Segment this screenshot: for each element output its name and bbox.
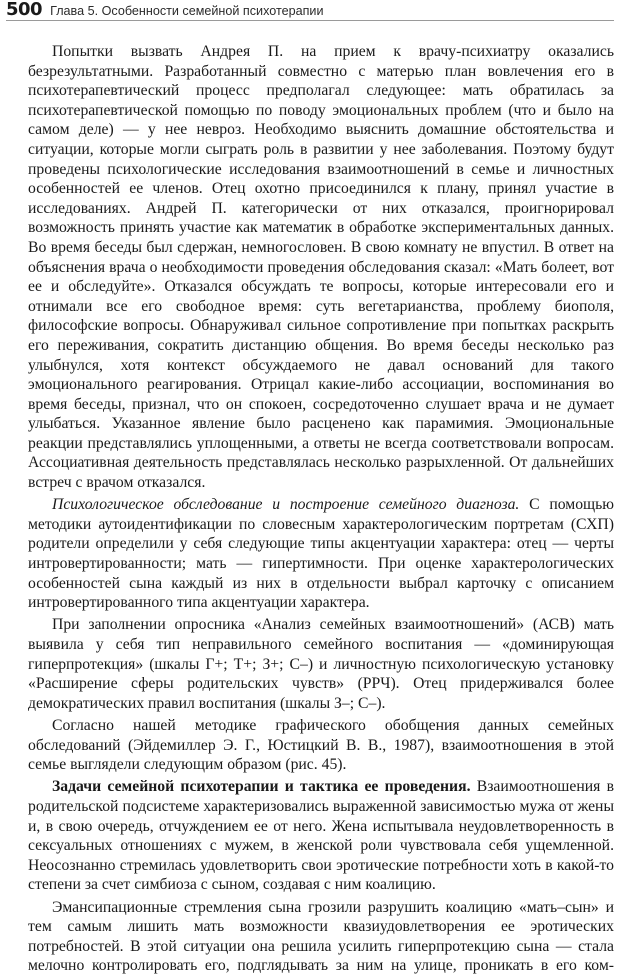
paragraph-text: Эмансипационные стремления сына грозили разрушить коалицию «мать–сын» и тем самым лишить мать возможности квазиудовлетворения ее эротических потребностей. В этой ситуации она решила усилить гиперпротекцию сына — стала мелочно контролировать его, подглядывать за ним на улице, проникать в его ком- bbox=[28, 898, 614, 975]
paragraph-emancipation bbox=[28, 898, 614, 976]
paragraph-text: Взаимоотношения в родительской подсистеме характеризовались выраженной зависимостью мужа от жены и, в свою очередь, отчуждением ее от него. Жена испытывала неудовлетворенность в сексуальных отношениях с мужем, в женской роли чувствовала себя ущемленной. Неосознанно стремилась удовлетворить свои эротические потребности хоть в какой-то степени за счет симбиоза с сыном, создавая с ним коалицию. bbox=[28, 778, 615, 894]
paragraph-text: С помощью методики аутоидентификации по словесным характерологическим портретам (СХП) родители определили у себя следующие типы акцентуации характера: отец — черты интровертированности; мать — гипертимности. При оценке характерологических особенностей сына каждый из них в отдельности выбрал карточку с описанием интровертированного типа акцентуации характера. bbox=[28, 496, 614, 612]
paragraph-andrey-refusal bbox=[28, 42, 614, 493]
paragraph-text: Попытки вызвать Андрея П. на прием к врачу-психиатру оказались безрезультатными. Разработанный совместно с матерью план вовлечения его в психотерапевтический процесс предполагал следующее: мать обратилась за психотерапевтической помощью по поводу эмоциональных проблем (что и было на самом деле) — у нее невроз. Необходимо выяснить домашние обстоятельства и ситуации, которые могли сыграть роль в развитии у нее заболевания. Поэтому будут проведены психологические исследования взаимоотношений в семье и личностных особенностей ее членов. Отец охотно присоединился к плану, принял участие в исследованиях. Андрей П. категорически от них отказался, проигнорировал возможность принять участие как математик в обработке экспериментальных данных. Во время беседы был сдержан, немногословен. В свою комнату не впустил. В ответ на объяснения врача о необходимости проведения обследования сказал: «Мать болеет, вот ее и обследуйте». Отказался обсуждать те вопросы, которые интересовали его и отнимали все его свободное время: суть вегетарианства, проблему биополя, философские вопросы. Обнаруживал сильное сопротивление при попытках раскрыть его переживания, сократить дистанцию общения. Во время беседы несколько раз улыбнулся, хотя контекст обсуждаемого не давал оснований для такого эмоционального реагирования. Отрицал какие-либо ассоциации, воспоминания во время беседы, признал, что он спокоен, сосредоточенно слушает врача и не думает улыбаться. Указанное явление было расценено как парамимия. Эмоциональные реакции представлялись уплощенными, а ответы не всегда соответствовали вопросам. Ассоциативная деятельность представлялась несколько разрыхленной. От дальнейших встреч с врачом отказался. bbox=[28, 43, 614, 492]
section-lead-italic: Психологическое обследование и построение семейного диагноза. bbox=[52, 496, 520, 514]
paragraph-asv-questionnaire bbox=[28, 615, 614, 713]
page-number: 500 bbox=[6, 0, 43, 20]
paragraph-text: Согласно нашей методике графического обобщения данных семейных обследований (Эйдемиллер Э. Г., Юстицкий В. В., 1987), взаимоотношения в этой семье выглядели следующим образом (рис. 45). bbox=[28, 716, 614, 774]
paragraph-text: При заполнении опросника «Анализ семейных взаимоотношений» (АСВ) мать выявила у себя тип неправильного семейного воспитания — «доминирующая гиперпротекция» (шкалы Г+; Т+; З+; С–) и личностную психологическую установку «Расширение сферы родительских чувств» (РРЧ). Отец придерживался более демократических правил воспитания (шкалы З–; С–). bbox=[28, 616, 614, 712]
paragraph-therapy-tasks bbox=[28, 777, 614, 895]
running-head bbox=[6, 0, 614, 21]
section-lead-bold: Задачи семейной психотерапии и тактика ее проведения. bbox=[52, 778, 471, 796]
chapter-title: Глава 5. Особенности семейной психотерапии bbox=[50, 4, 324, 18]
body-text bbox=[28, 25, 614, 976]
paragraph-graphic-method bbox=[28, 716, 614, 775]
paragraph-psychological-examination bbox=[28, 495, 614, 613]
